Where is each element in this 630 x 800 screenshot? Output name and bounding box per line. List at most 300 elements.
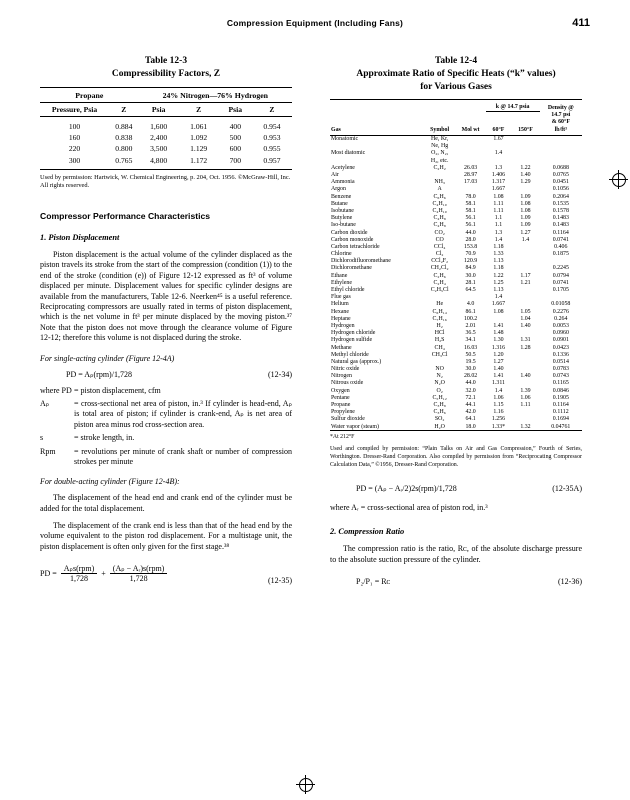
cell — [511, 157, 539, 164]
cell: 0.954 — [263, 121, 281, 131]
cell: 0.957 — [263, 155, 281, 165]
cell: 1.08 — [520, 207, 531, 214]
table-12-3-title-line2: Compressibility Factors, Z — [111, 68, 221, 79]
cell — [511, 143, 539, 150]
equation-12-34-body: PD = Aₚ(rpm)/1,728 — [66, 369, 132, 379]
definition-s — [40, 433, 292, 443]
cell: H₂O — [434, 423, 445, 430]
cell: 1.20 — [493, 351, 504, 358]
cell — [511, 286, 539, 293]
cell: Isobutane — [331, 207, 354, 214]
cell: 64.5 — [465, 287, 476, 294]
cell: Hydrogen sulfide — [331, 337, 373, 344]
table-12-3-title — [40, 55, 292, 81]
paragraph-piston-displacement: Piston displacement is the actual volume of the cylinder displaced as the piston travels its stroke from the start of the compression (condition (1)) to the end of the stroke (condition (e)) of Figure 12-12 expressed as ft³ of volume displaced per minute. Displacement values for specific cylinder designs are available from the manufacturers, Table 12-6. Neerken⁴⁵ is a useful reference. Reciprocating compressors are usually rated in terms of piston displacement, which is the net volume in ft³ per minute displaced by the moving piston.³⁷ Note that the piston does not move through the clearance volume of Figure 12-12; therefore this volume is not displaced during the stroke. — [40, 250, 292, 343]
equation-12-35-plus: + — [101, 569, 106, 579]
table-row — [330, 351, 582, 358]
cell — [511, 409, 539, 416]
cell — [511, 243, 539, 250]
equation-12-35A-lead: PD = — [356, 484, 373, 494]
equation-12-35-f1-denominator: 1,728 — [61, 573, 98, 583]
cell: 0.1056 — [552, 186, 569, 193]
cell: 1.13 — [493, 287, 504, 294]
cell: 1.17 — [520, 272, 531, 279]
cell — [511, 416, 539, 423]
cell: 0.1483 — [552, 215, 569, 222]
table-row — [330, 337, 582, 344]
cell: 0.1164 — [552, 229, 569, 236]
cell — [330, 143, 424, 150]
cell: 18.0 — [465, 423, 476, 430]
cell: 120.9 — [463, 258, 478, 265]
cell: C₆H₁₄ — [432, 308, 447, 315]
cell — [511, 380, 539, 387]
label-single-acting-cylinder: For single-acting cylinder (Figure 12-4A) — [40, 353, 175, 363]
cell: 1.317 — [491, 179, 506, 186]
cell: HCl — [434, 330, 445, 337]
cell: 1.061 — [190, 121, 208, 131]
cell: 1.32 — [520, 423, 531, 430]
cell: Butane — [331, 200, 348, 207]
table-row — [330, 193, 582, 200]
cell: 220 — [68, 144, 81, 154]
cell: 28.0 — [465, 236, 476, 243]
table-row — [40, 116, 292, 132]
cell: 1.08 — [520, 200, 531, 207]
cell: 700 — [229, 155, 241, 165]
cell: CH₃Cl — [431, 351, 448, 358]
cell: NO — [435, 366, 444, 373]
table-row — [330, 215, 582, 222]
table-12-4-colhead-k150: 150°F — [518, 126, 533, 133]
cell: 58.1 — [465, 200, 476, 207]
cell — [511, 294, 539, 301]
cell: C₆H₆ — [433, 193, 446, 200]
cell: 100 — [68, 121, 81, 131]
cell: Ethyl chloride — [331, 287, 365, 294]
cell: A — [437, 186, 442, 193]
cell: CCl₄ — [433, 243, 446, 250]
table-12-3-colhead-1: Z — [121, 104, 127, 114]
cell: O₂ — [436, 387, 443, 394]
cell: 72.1 — [465, 394, 476, 401]
left-column — [40, 55, 292, 591]
cell: 0.2276 — [552, 308, 569, 315]
cell: 0.1535 — [552, 200, 569, 207]
cell: 1.4 — [494, 387, 503, 394]
table-12-4 — [330, 99, 582, 431]
table-12-4-colhead-symbol: Symbol — [430, 126, 450, 133]
cell: 0.0053 — [552, 322, 569, 329]
cell: Heptane — [331, 315, 351, 322]
table-row — [330, 143, 582, 150]
equation-12-35-f1-numerator: Aₚs(rpm) — [63, 564, 95, 574]
cell: 1,600 — [150, 121, 168, 131]
cell: Cl₂ — [435, 251, 444, 258]
cell: Ne, Hg — [431, 143, 449, 150]
cell: 1.41 — [493, 322, 504, 329]
cell — [486, 315, 512, 322]
cell: 30.0 — [465, 272, 476, 279]
cell: 1.39 — [520, 387, 531, 394]
cell: 1.11 — [520, 402, 531, 409]
definition-s-text: = stroke length, in. — [74, 433, 135, 443]
registration-mark-bottom — [296, 775, 315, 794]
cell: 1.406 — [491, 172, 506, 179]
cell: 1.04 — [520, 315, 531, 322]
table-row — [330, 286, 582, 293]
table-row — [330, 358, 582, 365]
cell: 0.884 — [115, 121, 133, 131]
cell: 1.40 — [520, 172, 531, 179]
cell: Hydrogen — [331, 322, 355, 329]
table-row — [330, 135, 582, 143]
cell — [511, 150, 539, 157]
cell — [511, 265, 539, 272]
table-12-4-colhead-density: lb/ft³ — [554, 126, 567, 133]
cell: 0.0794 — [552, 272, 569, 279]
page-number: 411 — [572, 17, 590, 29]
table-row — [330, 164, 582, 171]
cell: 1.3 — [494, 229, 503, 236]
table-row — [330, 150, 582, 157]
cell: Ethylene — [331, 279, 352, 286]
cell: He — [436, 301, 444, 308]
cell: 0.765 — [115, 155, 133, 165]
cell: 1.4 — [494, 236, 503, 243]
table-12-4-source: Used and compiled by permission: “Plain Talks on Air and Gas Compression,” Fourth of Series, Worthington. Dresser-Rand Corporation. Also compiled by permission from “Reciprocating Compressor Calculation Data,” ©1956, Dresser-Rand Corporation. — [330, 446, 582, 469]
cell: 1.09 — [520, 193, 531, 200]
cell: Chlorine — [331, 251, 352, 258]
cell: 0.0741 — [552, 236, 569, 243]
cell — [540, 135, 582, 143]
cell: C₅H₁₂ — [432, 394, 447, 401]
cell: NH₃ — [434, 179, 445, 186]
cell: 300 — [68, 155, 81, 165]
paragraph-crank-end-displacement: The displacement of the crank end is less than that of the head end by the volume equivalent to the piston rod displacement. For a multistage unit, the piston displacement is often only given for the first stage.³⁸ — [40, 521, 292, 551]
table-row — [40, 155, 292, 170]
cell: 1.11 — [493, 200, 504, 207]
cell: 1.09 — [520, 215, 531, 222]
cell: 1.30 — [493, 337, 504, 344]
cell: 44.1 — [465, 402, 476, 409]
table-row — [330, 229, 582, 236]
table-row — [330, 330, 582, 337]
cell: 86.1 — [465, 308, 476, 315]
table-12-4-header-row-4 — [330, 126, 582, 135]
table-12-3-colhead-2: Psia — [151, 104, 166, 114]
table-12-4-density-l1: Density @ — [547, 104, 574, 111]
cell: 1.1 — [494, 222, 503, 229]
cell: Benzene — [331, 193, 352, 200]
cell: 1.09 — [520, 222, 531, 229]
table-row — [330, 200, 582, 207]
definition-ap-text: = cross-sectional net area of piston, in.³ If cylinder is head-end, Aₚ is total area of piston; if cylinder is crank-end, Aₚ is net area of piston area minus rod cross-section area. — [74, 398, 292, 429]
cell: CCl₂F₂ — [431, 258, 449, 265]
table-12-3-credit: Used by permission: Hartwick, W. Chemical Engineering, p. 204, Oct. 1956. ©McGraw-Hill, Inc. All rights reserved. — [40, 173, 291, 190]
table-12-4-k-group-header: k @ 14.7 psia — [495, 104, 530, 111]
table-12-4-header-row-1 — [330, 100, 582, 112]
cell: 0.1905 — [552, 394, 569, 401]
cell: Helium — [331, 301, 349, 308]
cell: C₂H₄ — [433, 279, 446, 286]
cell: 1.316 — [491, 344, 506, 351]
cell: C₂H₂ — [433, 164, 446, 171]
definition-pd-symbol: where PD — [40, 385, 72, 395]
table-12-3-colhead-4: Psia — [228, 104, 243, 114]
cell: 1.4 — [494, 150, 503, 157]
cell: 1.08 — [493, 193, 504, 200]
cell: 56.1 — [465, 222, 476, 229]
cell: 0.1578 — [552, 207, 569, 214]
cell: 0.01058 — [551, 301, 571, 308]
cell — [424, 171, 456, 178]
cell: 100.2 — [463, 315, 478, 322]
cell: 58.1 — [465, 207, 476, 214]
cell: 3,500 — [150, 144, 168, 154]
definition-ap-symbol: Aₚ — [40, 398, 50, 408]
table-row — [330, 272, 582, 279]
table-12-4-colhead-gas: Gas — [331, 126, 341, 133]
cell: 0.953 — [263, 133, 281, 142]
table-12-4-density-l2: 14.7 psi — [551, 112, 571, 119]
cell: Pentane — [331, 394, 350, 401]
table-row — [330, 401, 582, 408]
cell: 0.1483 — [552, 222, 569, 229]
cell — [540, 150, 582, 157]
equation-12-36-body: P₂/P₁ = Rᴄ — [356, 577, 391, 587]
running-head: Compression Equipment (Including Fans) — [226, 18, 404, 28]
cell: 28.02 — [463, 373, 478, 380]
cell: Air — [331, 172, 339, 179]
cell: 4.0 — [466, 301, 475, 308]
cell — [456, 157, 486, 164]
table-row — [330, 207, 582, 214]
definition-rpm — [40, 447, 292, 468]
cell: Nitrogen — [331, 373, 352, 380]
cell: 36.5 — [465, 330, 476, 337]
table-row — [330, 394, 582, 401]
table-row — [330, 322, 582, 329]
cell: SO₂ — [434, 416, 445, 423]
cell: 0.838 — [115, 133, 133, 142]
cell: 0.0960 — [552, 330, 569, 337]
cell: 0.0688 — [552, 164, 569, 171]
cell: 1.41 — [493, 373, 504, 380]
cell: C₄H₁₀ — [432, 200, 447, 207]
cell: 1.1 — [494, 215, 503, 222]
cell: 1.129 — [190, 144, 208, 154]
cell: 1.667 — [491, 186, 506, 193]
cell: 1.256 — [491, 416, 506, 423]
cell: Flue gas — [331, 294, 351, 301]
table-12-3-group-propane: Propane — [40, 87, 139, 102]
registration-mark-right — [609, 170, 628, 189]
cell: 1.092 — [190, 133, 208, 142]
table-12-4-colhead-molwt: Mol wt — [461, 126, 480, 133]
cell: 0.1164 — [552, 402, 569, 409]
cell: CH₄ — [434, 344, 445, 351]
cell: 0.0741 — [552, 279, 569, 286]
cell — [511, 186, 539, 193]
cell: 1.05 — [520, 308, 531, 315]
cell: He, Kr, — [431, 136, 449, 143]
cell: 500 — [229, 133, 241, 142]
equation-12-35A — [330, 484, 582, 493]
cell: 1.06 — [520, 394, 531, 401]
cell: 1.172 — [190, 155, 208, 165]
cell: 84.9 — [465, 265, 476, 272]
cell: H₂S — [434, 337, 445, 344]
subsection-piston-displacement: 1. Piston Displacement — [40, 233, 120, 243]
cell: 30.0 — [465, 366, 476, 373]
cell: Butylene — [331, 215, 353, 222]
cell: 78.0 — [465, 193, 476, 200]
cell: Propane — [331, 402, 351, 409]
cell: Oxygen — [331, 387, 350, 394]
cell: Most diatomic — [331, 150, 366, 157]
cell: 0.0901 — [552, 337, 569, 344]
cell — [486, 143, 512, 150]
cell: 0.0423 — [552, 344, 569, 351]
cell: Water vapor (steam) — [331, 423, 379, 430]
table-12-4-footnote: *At 212°F — [330, 434, 355, 441]
cell: 34.1 — [465, 337, 476, 344]
table-12-4-density-l3: & 60°F — [551, 119, 570, 126]
cell: Iso-butane — [331, 222, 356, 229]
cell: CH₂Cl₂ — [430, 265, 449, 272]
cell: 0.2064 — [552, 193, 569, 200]
cell: 1.13 — [493, 258, 504, 265]
table-row — [330, 380, 582, 387]
cell — [511, 366, 539, 373]
cell: 1.40 — [493, 366, 504, 373]
cell: 1.28 — [520, 344, 531, 351]
cell: Acetylene — [331, 164, 355, 171]
table-12-4-colhead-k60: 60°F — [492, 126, 505, 133]
cell — [456, 186, 486, 193]
equation-12-35-number: (12-35) — [268, 576, 292, 586]
cell: 1.06 — [493, 394, 504, 401]
right-column — [330, 55, 582, 593]
cell — [456, 294, 486, 301]
cell: 0.1875 — [552, 251, 569, 258]
cell: C₃H₆ — [433, 409, 446, 416]
cell: 42.0 — [465, 409, 476, 416]
cell: 2,400 — [150, 133, 168, 142]
definition-rpm-symbol: Rpm — [40, 446, 56, 456]
table-row — [330, 344, 582, 351]
cell: 1.21 — [520, 279, 531, 286]
cell: CO₂ — [434, 229, 445, 236]
cell: 70.9 — [465, 251, 476, 258]
cell: 1.27 — [520, 229, 531, 236]
cell — [486, 157, 512, 164]
cell: 1.40 — [520, 373, 531, 380]
cell: C₇H₁₆ — [432, 315, 447, 322]
cell: 1.25 — [493, 279, 504, 286]
cell: CO — [435, 236, 444, 243]
cell: Methane — [331, 344, 352, 351]
section-heading-compressor-performance: Compressor Performance Characteristics — [40, 211, 211, 222]
equation-12-35 — [40, 564, 292, 586]
cell: 160 — [68, 133, 81, 142]
cell: 1.16 — [493, 409, 504, 416]
cell: Monatomic — [331, 136, 359, 143]
table-row — [40, 132, 292, 143]
cell: 28.97 — [463, 172, 478, 179]
table-12-4-title-line3: for Various Gases — [420, 81, 492, 92]
table-row — [330, 236, 582, 243]
cell: 0.955 — [263, 144, 281, 154]
cell — [540, 143, 582, 150]
cell: 1.48 — [493, 330, 504, 337]
cell: Ammonia — [331, 179, 355, 186]
table-row — [330, 373, 582, 380]
cell: 1.67 — [493, 136, 504, 143]
cell: 0.1705 — [552, 287, 569, 294]
cell: Ethane — [331, 272, 348, 279]
table-12-4-title-line2: Approximate Ratio of Specific Heats (“k” values) — [356, 68, 556, 79]
cell: 1.3 — [494, 164, 503, 171]
table-12-3-colhead-5: Z — [269, 104, 275, 114]
cell — [511, 330, 539, 337]
table-row — [330, 251, 582, 258]
cell — [511, 358, 539, 365]
table-row — [330, 186, 582, 193]
definition-pd-text: = piston displacement, cfm — [74, 385, 161, 395]
cell: 0.0743 — [552, 373, 569, 380]
cell: Argon — [331, 186, 346, 193]
cell — [424, 294, 456, 301]
definition-s-symbol: s — [40, 433, 44, 443]
table-row — [330, 243, 582, 250]
cell: Dichlorodifluoromethane — [331, 258, 391, 265]
table-12-3-title-line1: Table 12-3 — [144, 56, 188, 66]
cell: 0.1112 — [552, 409, 569, 416]
cell: 1.27 — [493, 358, 504, 365]
cell — [456, 135, 486, 143]
cell: 4,800 — [150, 155, 168, 165]
equation-12-34 — [40, 370, 292, 379]
cell: 400 — [229, 121, 241, 131]
cell — [330, 157, 424, 164]
cell: 1.29 — [520, 179, 531, 186]
definition-rpm-text: = revolutions per minute of crank shaft or number of compression strokes per minute — [74, 446, 292, 466]
cell — [456, 150, 486, 157]
table-12-4-header-row-2 — [330, 112, 582, 119]
table-row — [330, 409, 582, 416]
equation-12-35A-body: (Aₚ − Aᵣ/2)2s(rpm)/1,728 — [374, 484, 457, 494]
cell: Natural gas (approx.) — [331, 358, 382, 365]
table-12-3-group-nitrogen-hydrogen: 24% Nitrogen—76% Hydrogen — [139, 87, 292, 102]
cell: 1.18 — [493, 265, 504, 272]
cell: Carbon tetrachloride — [331, 243, 380, 250]
cell: 600 — [229, 144, 241, 154]
paragraph-total-displacement: The displacement of the head end and crank end of the cylinder must be added for the total displacement. — [40, 493, 292, 513]
table-row — [330, 366, 582, 373]
where-line-piston-rod-area: where Aᵣ = cross-sectional area of piston rod, in.³ — [330, 503, 488, 513]
table-row — [330, 265, 582, 272]
equation-12-36-number: (12-36) — [558, 577, 582, 587]
cell: C₂H₅Cl — [430, 287, 449, 294]
cell: O₂, N₂, — [431, 150, 449, 157]
cell: C₄H₈ — [433, 215, 446, 222]
cell — [511, 351, 539, 358]
cell: 1.22 — [520, 164, 531, 171]
table-12-3-colhead-0: Pressure, Psia — [51, 104, 98, 114]
table-row — [330, 258, 582, 265]
